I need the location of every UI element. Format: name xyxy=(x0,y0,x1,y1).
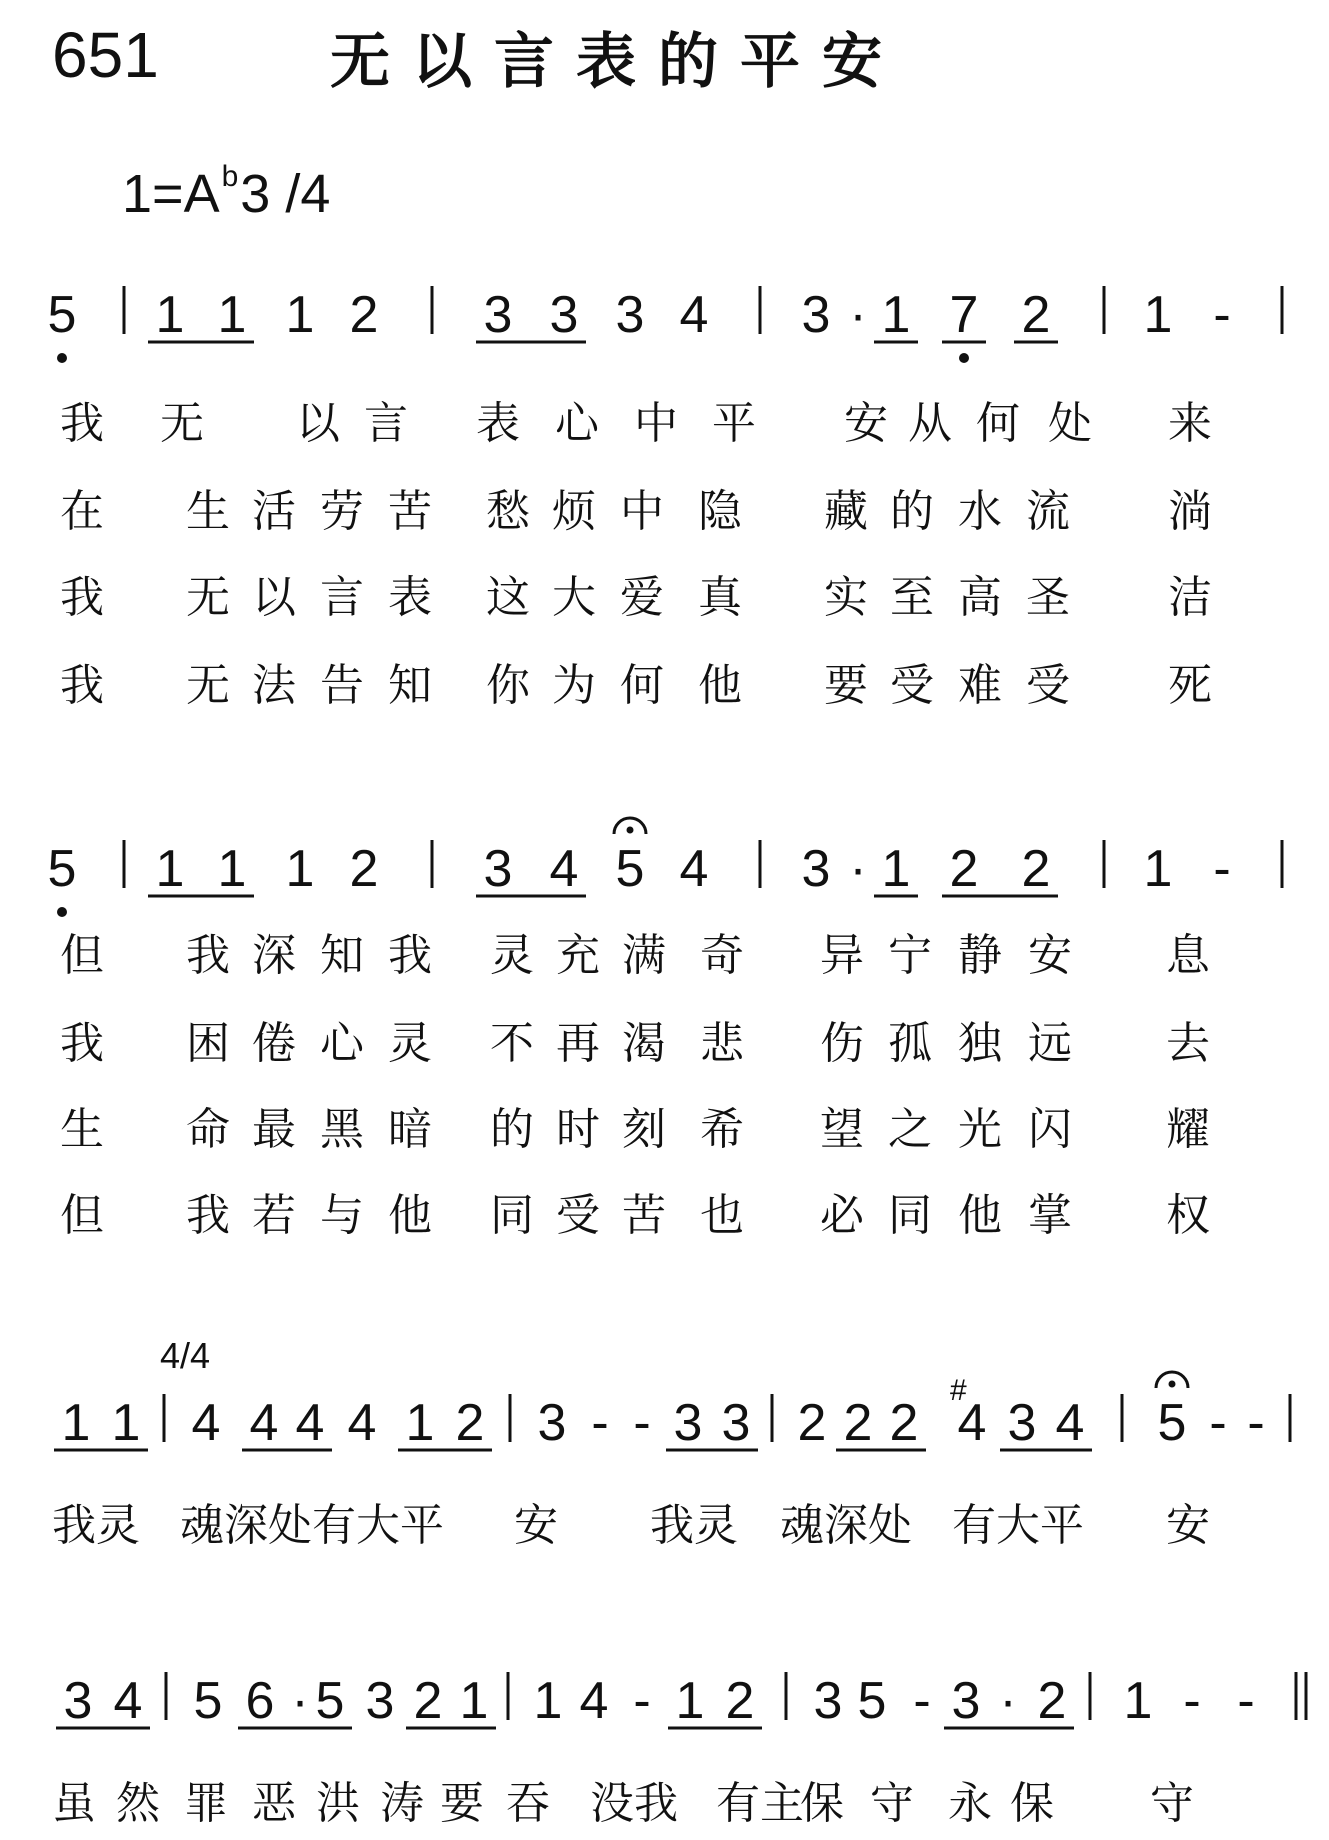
note: - xyxy=(1213,840,1231,898)
lyric-syllable: 藏 xyxy=(824,486,868,537)
lyric-syllable: 但 xyxy=(60,1190,104,1241)
lyric-syllable: 愁 xyxy=(486,486,530,537)
lyric-syllable: 法 xyxy=(252,660,296,711)
lyric-syllable: 魂深处有大平 xyxy=(180,1500,444,1551)
lyric-syllable: 困 xyxy=(186,1018,230,1069)
lyric-syllable: 我灵 xyxy=(650,1500,738,1551)
lyric-syllable: 闪 xyxy=(1028,1104,1072,1155)
lyric-syllable: 安 xyxy=(514,1500,558,1551)
lyric-syllable: 权 xyxy=(1166,1190,1210,1241)
note: 2 xyxy=(725,1672,755,1730)
lyric-syllable: 安 xyxy=(1028,930,1072,981)
lyric-syllable: 洪 xyxy=(316,1778,360,1829)
note: 3 xyxy=(483,840,513,898)
hymn-number: 651 xyxy=(52,19,159,91)
note: 2 xyxy=(413,1672,443,1730)
lyric-syllable: 刻 xyxy=(622,1104,666,1155)
lyric-syllable: 满 xyxy=(622,930,666,981)
low-octave-dot xyxy=(57,907,67,917)
lyric-syllable: 何 xyxy=(976,398,1020,449)
lyric-syllable: 平 xyxy=(712,398,756,449)
note: 1 xyxy=(675,1672,705,1730)
lyric-syllable: 言 xyxy=(364,398,408,449)
note: 4 xyxy=(679,840,709,898)
note: 1 xyxy=(533,1672,563,1730)
note: 1 xyxy=(405,1394,435,1452)
note: 3 xyxy=(483,286,513,344)
lyric-syllable: 奇 xyxy=(700,930,744,981)
note: 2 xyxy=(349,286,379,344)
lyric-syllable: 高 xyxy=(958,572,1002,623)
lyric-syllable: 中 xyxy=(620,486,664,537)
lyric-syllable: 我 xyxy=(186,1190,230,1241)
note: · xyxy=(849,286,867,344)
note: 1 xyxy=(1143,840,1173,898)
lyric-syllable: 不 xyxy=(490,1018,534,1069)
note: 2 xyxy=(349,840,379,898)
lyric-syllable: 以 xyxy=(252,572,296,623)
lyric-syllable: 以 xyxy=(296,398,340,449)
lyric-syllable: 时 xyxy=(556,1104,600,1155)
lyric-syllable: 恶 xyxy=(252,1778,296,1829)
lyric-syllable: 同 xyxy=(888,1190,932,1241)
fermata-dot xyxy=(1169,1381,1176,1388)
lyric-syllable: 命 xyxy=(186,1104,230,1155)
note: · xyxy=(291,1672,309,1730)
lyric-syllable: 心 xyxy=(555,398,599,449)
lyric-syllable: 表 xyxy=(476,398,520,449)
note: 5 xyxy=(615,840,645,898)
note: 4 xyxy=(347,1394,377,1452)
lyric-syllable: 心 xyxy=(320,1018,364,1069)
note: 1 xyxy=(61,1394,91,1452)
lyric-syllable: 去 xyxy=(1166,1018,1210,1069)
lyric-syllable: 孤 xyxy=(888,1018,932,1069)
fermata-dot xyxy=(627,827,634,834)
lyric-syllable: 独 xyxy=(958,1018,1002,1069)
lyric-syllable: 掌 xyxy=(1028,1190,1072,1241)
lyric-syllable: 大 xyxy=(552,572,596,623)
lyric-syllable: 魂深处 xyxy=(780,1500,912,1551)
lyric-syllable: 难 xyxy=(958,660,1002,711)
lyric-syllable: 受 xyxy=(1026,660,1070,711)
lyric-syllable: 我 xyxy=(60,572,104,623)
low-octave-dot xyxy=(57,353,67,363)
lyric-syllable: 知 xyxy=(320,930,364,981)
note: 3 xyxy=(1007,1394,1037,1452)
lyric-syllable: 有大平 xyxy=(952,1500,1084,1551)
lyric-syllable: 伤 xyxy=(820,1018,864,1069)
note: 1 xyxy=(217,840,247,898)
note: - xyxy=(1247,1394,1265,1452)
lyric-syllable: 至 xyxy=(890,572,934,623)
lyric-syllable: 灵 xyxy=(388,1018,432,1069)
note: 5 xyxy=(47,840,77,898)
note: 3 xyxy=(365,1672,395,1730)
lyric-syllable: 言 xyxy=(320,572,364,623)
note: 4 xyxy=(679,286,709,344)
sharp-sign: # xyxy=(950,1374,967,1407)
lyric-syllable: 保 xyxy=(1010,1778,1054,1829)
note: 5 xyxy=(47,286,77,344)
note: 4 xyxy=(1055,1394,1085,1452)
note: 1 xyxy=(285,840,315,898)
lyric-syllable: 然 xyxy=(116,1778,160,1829)
lyric-syllable: 生 xyxy=(60,1104,104,1155)
lyric-syllable: 来 xyxy=(1168,398,1212,449)
lyric-syllable: 告 xyxy=(320,660,364,711)
lyric-syllable: 中 xyxy=(634,398,678,449)
lyric-syllable: 的 xyxy=(890,486,934,537)
lyric-syllable: 没我 xyxy=(590,1778,678,1829)
note: 4 xyxy=(191,1394,221,1452)
note: - xyxy=(633,1672,651,1730)
note: 1 xyxy=(285,286,315,344)
lyric-syllable: 灵 xyxy=(490,930,534,981)
lyric-syllable: 吞 xyxy=(506,1778,550,1829)
note: 3 xyxy=(63,1672,93,1730)
note: - xyxy=(1209,1394,1227,1452)
lyric-syllable: 最 xyxy=(252,1104,296,1155)
lyric-syllable: 与 xyxy=(320,1190,364,1241)
lyric-syllable: 同 xyxy=(490,1190,534,1241)
lyric-syllable: 静 xyxy=(958,930,1002,981)
note: 4 xyxy=(295,1394,325,1452)
lyric-syllable: 保 xyxy=(800,1778,844,1829)
key-prefix: 1=A xyxy=(122,164,220,224)
lyric-syllable: 罪 xyxy=(184,1778,228,1829)
lyric-syllable: 淌 xyxy=(1168,486,1212,537)
lyric-syllable: 希 xyxy=(700,1104,744,1155)
note: - xyxy=(1237,1672,1255,1730)
note: 4 xyxy=(113,1672,143,1730)
note: 4 xyxy=(249,1394,279,1452)
lyric-syllable: 永 xyxy=(948,1778,992,1829)
lyric-syllable: 知 xyxy=(388,660,432,711)
note: 5 xyxy=(315,1672,345,1730)
lyric-syllable: 再 xyxy=(556,1018,600,1069)
note: 2 xyxy=(949,840,979,898)
lyric-syllable: 从 xyxy=(908,398,952,449)
note: 2 xyxy=(455,1394,485,1452)
note: 3 xyxy=(549,286,579,344)
lyric-syllable: 若 xyxy=(252,1190,296,1241)
lyric-syllable: 无 xyxy=(160,398,204,449)
lyric-syllable: 之 xyxy=(888,1104,932,1155)
note: 5 xyxy=(857,1672,887,1730)
note: 4 xyxy=(549,840,579,898)
lyric-syllable: 在 xyxy=(60,486,104,537)
lyric-syllable: 悲 xyxy=(700,1018,744,1069)
lyric-syllable: 涛 xyxy=(380,1778,424,1829)
lyric-syllable: 活 xyxy=(252,486,296,537)
note: 3 xyxy=(673,1394,703,1452)
note: 3 xyxy=(951,1672,981,1730)
lyric-syllable: 处 xyxy=(1048,398,1092,449)
lyric-syllable: 虽 xyxy=(52,1778,96,1829)
note: 2 xyxy=(889,1394,919,1452)
note: 5 xyxy=(193,1672,223,1730)
lyric-syllable: 何 xyxy=(620,660,664,711)
key-flat: b xyxy=(221,160,239,193)
note: · xyxy=(849,840,867,898)
lyric-syllable: 安 xyxy=(1166,1500,1210,1551)
lyric-syllable: 他 xyxy=(388,1190,432,1241)
lyric-syllable: 我 xyxy=(186,930,230,981)
note: 1 xyxy=(459,1672,489,1730)
note: 1 xyxy=(1123,1672,1153,1730)
lyric-syllable: 我 xyxy=(60,398,104,449)
lyric-syllable: 渴 xyxy=(622,1018,666,1069)
note: 4 xyxy=(957,1394,987,1452)
lyric-syllable: 无 xyxy=(186,660,230,711)
lyric-syllable: 苦 xyxy=(622,1190,666,1241)
note: 1 xyxy=(155,286,185,344)
lyric-syllable: 的 xyxy=(490,1104,534,1155)
lyric-syllable: 生 xyxy=(186,486,230,537)
lyric-syllable: 水 xyxy=(958,486,1002,537)
lyric-syllable: 守 xyxy=(1150,1778,1194,1829)
lyric-syllable: 宁 xyxy=(888,930,932,981)
note: - xyxy=(1183,1672,1201,1730)
note: - xyxy=(1213,286,1231,344)
lyric-syllable: 暗 xyxy=(388,1104,432,1155)
note: 7 xyxy=(949,286,979,344)
lyric-syllable: 要 xyxy=(440,1778,484,1829)
lyric-syllable: 表 xyxy=(388,572,432,623)
lyric-syllable: 真 xyxy=(698,572,742,623)
lyric-syllable: 充 xyxy=(556,930,600,981)
lyric-syllable: 异 xyxy=(820,930,864,981)
note: 2 xyxy=(797,1394,827,1452)
lyric-syllable: 无 xyxy=(186,572,230,623)
note: 3 xyxy=(537,1394,567,1452)
note: 3 xyxy=(801,286,831,344)
note: 3 xyxy=(801,840,831,898)
lyric-syllable: 圣 xyxy=(1026,572,1070,623)
lyric-syllable: 光 xyxy=(958,1104,1002,1155)
note: 1 xyxy=(881,840,911,898)
note: 2 xyxy=(1037,1672,1067,1730)
lyric-syllable: 安 xyxy=(844,398,888,449)
lyric-syllable: 劳 xyxy=(320,486,364,537)
lyric-syllable: 我 xyxy=(60,1018,104,1069)
lyric-syllable: 实 xyxy=(824,572,868,623)
lyric-syllable: 望 xyxy=(820,1104,864,1155)
lyric-syllable: 倦 xyxy=(252,1018,296,1069)
lyric-syllable: 流 xyxy=(1026,486,1070,537)
note: 2 xyxy=(843,1394,873,1452)
lyric-syllable: 洁 xyxy=(1168,572,1212,623)
note: 1 xyxy=(881,286,911,344)
note: 1 xyxy=(217,286,247,344)
lyric-syllable: 深 xyxy=(252,930,296,981)
note: 2 xyxy=(1021,840,1051,898)
lyric-syllable: 息 xyxy=(1166,930,1210,981)
note: 1 xyxy=(155,840,185,898)
lyric-syllable: 要 xyxy=(824,660,868,711)
note: 6 xyxy=(245,1672,275,1730)
note: - xyxy=(591,1394,609,1452)
lyric-syllable: 受 xyxy=(890,660,934,711)
lyric-syllable: 你 xyxy=(486,660,530,711)
lyric-syllable: 死 xyxy=(1168,660,1212,711)
lyric-syllable: 但 xyxy=(60,930,104,981)
lyric-syllable: 有主 xyxy=(716,1778,804,1829)
lyric-syllable: 也 xyxy=(700,1190,744,1241)
lyric-syllable: 爱 xyxy=(620,572,664,623)
lyric-syllable: 必 xyxy=(820,1190,864,1241)
lyric-syllable: 为 xyxy=(552,660,596,711)
lyric-syllable: 耀 xyxy=(1166,1104,1210,1155)
note: 3 xyxy=(615,286,645,344)
note: 1 xyxy=(111,1394,141,1452)
low-octave-dot xyxy=(959,353,969,363)
lyric-syllable: 苦 xyxy=(388,486,432,537)
lyric-syllable: 他 xyxy=(958,1190,1002,1241)
note: 5 xyxy=(1157,1394,1187,1452)
note: 3 xyxy=(721,1394,751,1452)
note: 3 xyxy=(813,1672,843,1730)
lyric-syllable: 这 xyxy=(486,572,530,623)
key-suffix: 3 /4 xyxy=(240,164,331,224)
lyric-syllable: 我灵 xyxy=(52,1500,140,1551)
lyric-syllable: 守 xyxy=(870,1778,914,1829)
note: 2 xyxy=(1021,286,1051,344)
note: - xyxy=(913,1672,931,1730)
note: 1 xyxy=(1143,286,1173,344)
lyric-syllable: 隐 xyxy=(698,486,742,537)
lyric-syllable: 我 xyxy=(60,660,104,711)
lyric-syllable: 烦 xyxy=(552,486,596,537)
hymn-title: 无以言表的平安 xyxy=(330,27,904,97)
lyric-syllable: 受 xyxy=(556,1190,600,1241)
note: - xyxy=(633,1394,651,1452)
note: 4 xyxy=(579,1672,609,1730)
time-change-label: 4/4 xyxy=(160,1335,211,1376)
note: · xyxy=(999,1672,1017,1730)
lyric-syllable: 黑 xyxy=(320,1104,364,1155)
lyric-syllable: 我 xyxy=(388,930,432,981)
lyric-syllable: 他 xyxy=(698,660,742,711)
lyric-syllable: 远 xyxy=(1028,1018,1072,1069)
